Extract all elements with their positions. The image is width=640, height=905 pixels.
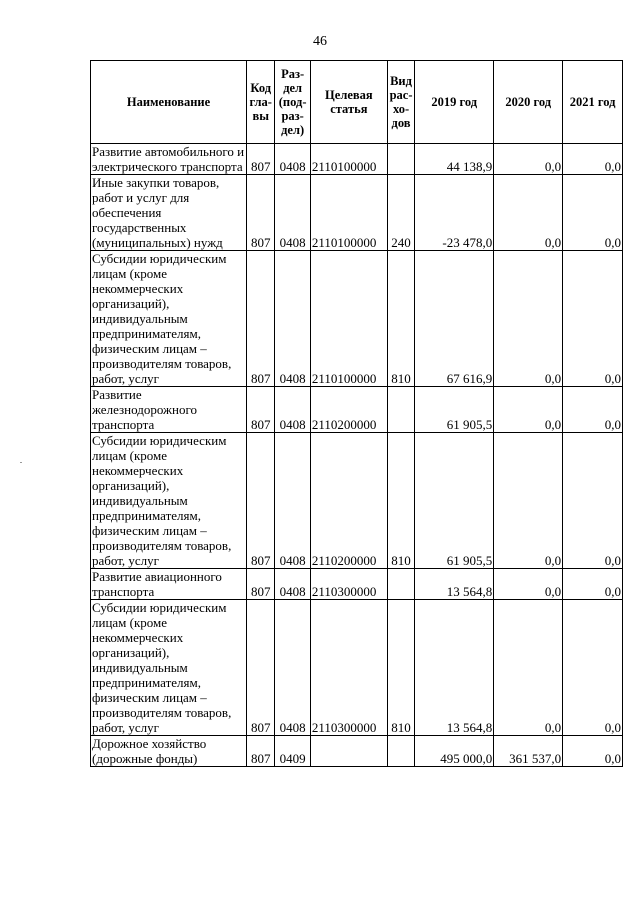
- row-value-2021: 0,0: [563, 387, 623, 433]
- row-value-2020: 0,0: [494, 569, 563, 600]
- row-name: Развитие железнодорожного транспорта: [91, 387, 247, 433]
- row-chapter-code: 807: [247, 736, 275, 767]
- row-chapter-code: 807: [247, 144, 275, 175]
- table-row: [91, 175, 623, 251]
- row-expense-type: 810: [387, 433, 414, 569]
- row-name: Субсидии юридическим лицам (кроме некоммерческих организаций), индивидуальным предпринимателям, физическим лицам – производителям товаров, работ, услуг: [91, 433, 247, 569]
- row-expense-type: 240: [387, 175, 414, 251]
- row-target-article: 2110300000: [310, 569, 387, 600]
- row-value-2020: 0,0: [494, 600, 563, 736]
- budget-table: [90, 60, 623, 767]
- row-target-article: 2110100000: [310, 175, 387, 251]
- header-chapter-code: Код гла-вы: [247, 61, 275, 144]
- header-2021: 2021 год: [563, 61, 623, 144]
- row-chapter-code: 807: [247, 433, 275, 569]
- row-section: 0408: [275, 600, 310, 736]
- row-expense-type: 810: [387, 251, 414, 387]
- row-section: 0408: [275, 144, 310, 175]
- row-chapter-code: 807: [247, 251, 275, 387]
- table-row: [91, 144, 623, 175]
- row-value-2021: 0,0: [563, 600, 623, 736]
- row-value-2019: 13 564,8: [415, 600, 494, 736]
- row-target-article: 2110100000: [310, 144, 387, 175]
- row-value-2019: 44 138,9: [415, 144, 494, 175]
- header-name: Наименование: [91, 61, 247, 144]
- row-value-2020: 0,0: [494, 144, 563, 175]
- row-value-2020: 0,0: [494, 251, 563, 387]
- row-section: 0408: [275, 387, 310, 433]
- scan-mark: [20, 462, 22, 463]
- header-section: Раз-дел (под-раз-дел): [275, 61, 310, 144]
- row-name: Развитие автомобильного и электрического транспорта: [91, 144, 247, 175]
- row-value-2021: 0,0: [563, 251, 623, 387]
- row-target-article: 2110200000: [310, 387, 387, 433]
- table-row: [91, 600, 623, 736]
- table-row: [91, 569, 623, 600]
- row-target-article: [310, 736, 387, 767]
- row-target-article: 2110200000: [310, 433, 387, 569]
- row-value-2019: 61 905,5: [415, 433, 494, 569]
- row-chapter-code: 807: [247, 387, 275, 433]
- row-expense-type: [387, 736, 414, 767]
- table-row: [91, 736, 623, 767]
- row-value-2020: 0,0: [494, 175, 563, 251]
- row-value-2020: 0,0: [494, 387, 563, 433]
- row-chapter-code: 807: [247, 600, 275, 736]
- row-name: Иные закупки товаров, работ и услуг для обеспечения государственных (муниципальных) нужд: [91, 175, 247, 251]
- row-value-2019: 495 000,0: [415, 736, 494, 767]
- row-value-2019: -23 478,0: [415, 175, 494, 251]
- row-expense-type: [387, 569, 414, 600]
- row-value-2019: 67 616,9: [415, 251, 494, 387]
- row-expense-type: [387, 387, 414, 433]
- row-value-2021: 0,0: [563, 569, 623, 600]
- row-name: Субсидии юридическим лицам (кроме некоммерческих организаций), индивидуальным предпринимателям, физическим лицам – производителям товаров, работ, услуг: [91, 600, 247, 736]
- header-2020: 2020 год: [494, 61, 563, 144]
- row-chapter-code: 807: [247, 569, 275, 600]
- page-number: 46: [313, 34, 327, 49]
- row-section: 0409: [275, 736, 310, 767]
- table-header-row: [91, 61, 623, 144]
- row-value-2021: 0,0: [563, 175, 623, 251]
- row-name: Субсидии юридическим лицам (кроме некоммерческих организаций), индивидуальным предпринимателям, физическим лицам – производителям товаров, работ, услуг: [91, 251, 247, 387]
- row-target-article: 2110100000: [310, 251, 387, 387]
- table-row: [91, 433, 623, 569]
- row-name: Дорожное хозяйство (дорожные фонды): [91, 736, 247, 767]
- table-row: [91, 251, 623, 387]
- row-value-2020: 361 537,0: [494, 736, 563, 767]
- row-expense-type: [387, 144, 414, 175]
- header-expense-type: Вид рас-хо-дов: [387, 61, 414, 144]
- header-2019: 2019 год: [415, 61, 494, 144]
- row-section: 0408: [275, 433, 310, 569]
- row-section: 0408: [275, 569, 310, 600]
- row-value-2021: 0,0: [563, 433, 623, 569]
- row-value-2019: 13 564,8: [415, 569, 494, 600]
- header-target-article: Целевая статья: [310, 61, 387, 144]
- table-row: [91, 387, 623, 433]
- row-section: 0408: [275, 251, 310, 387]
- row-name: Развитие авиационного транспорта: [91, 569, 247, 600]
- row-target-article: 2110300000: [310, 600, 387, 736]
- row-chapter-code: 807: [247, 175, 275, 251]
- row-section: 0408: [275, 175, 310, 251]
- row-value-2021: 0,0: [563, 736, 623, 767]
- row-value-2020: 0,0: [494, 433, 563, 569]
- row-value-2021: 0,0: [563, 144, 623, 175]
- row-value-2019: 61 905,5: [415, 387, 494, 433]
- row-expense-type: 810: [387, 600, 414, 736]
